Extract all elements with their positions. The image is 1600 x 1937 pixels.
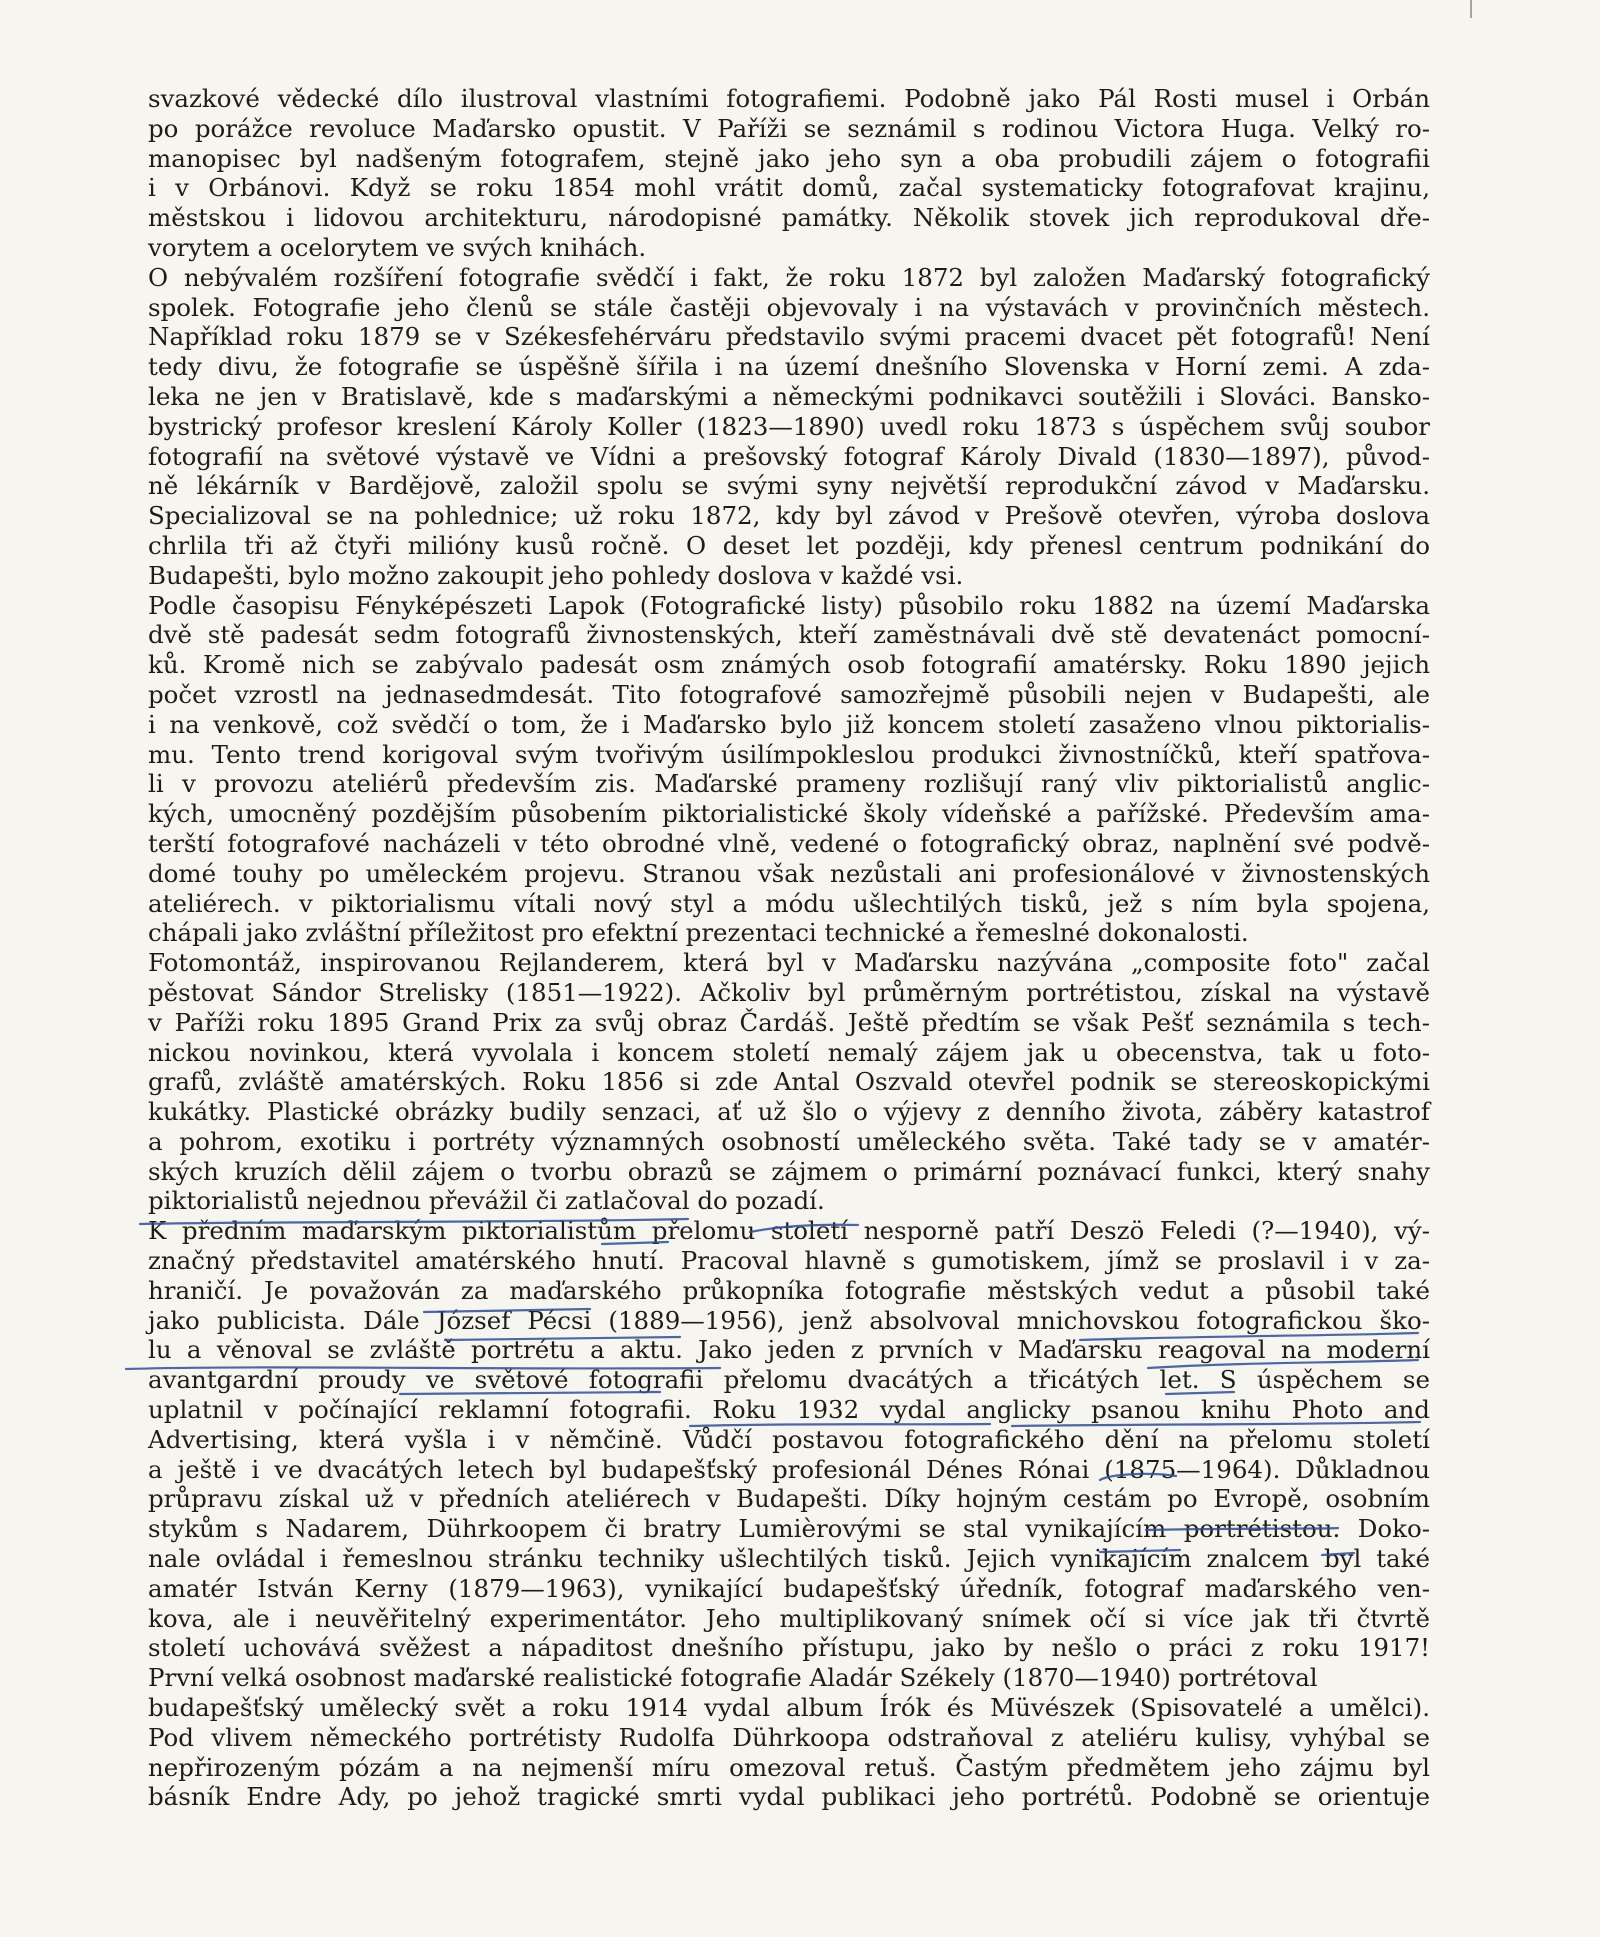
text-line: piktorialistů nejednou převážil či zatlačoval do pozadí. [148,1186,825,1216]
text-line: budapešťský umělecký svět a roku 1914 vydal album Írók és Müvészek (Spisovatelé a umělci). [148,1693,1430,1723]
page-edge-mark [1470,0,1472,18]
text-line: i v Orbánovi. Když se roku 1854 mohl vrátit domů, začal systematicky fotografovat krajinu, [148,173,1430,203]
text-line: fotografií na světové výstavě ve Vídni a prešovský fotograf Károly Divald (1830—1897), původ- [148,441,1430,471]
text-line: ků. Kromě nich se zabývalo padesát osm známých osob fotografií amatérsky. Roku 1890 jejich [148,650,1430,680]
text-line: Fotomontáž, inspirovanou Rejlanderem, která byl v Maďarsku nazývána „composite foto" začal [148,948,1430,978]
text-line: Pod vlivem německého portrétisty Rudolfa Dührkoopa odstraňoval z ateliéru kulisy, vyhýbal se [148,1722,1430,1752]
text-line: v Paříži roku 1895 Grand Prix za svůj obraz Čardáš. Ještě předtím se však Pešť seznámila s tech- [148,1007,1430,1037]
text-line: a pohrom, exotiku i portréty významných osobností uměleckého světa. Také tady se v amatér- [148,1126,1430,1156]
text-line: nepřirozeným pózám a na nejmenší míru omezoval retuš. Častým předmětem jeho zájmu byl [148,1752,1430,1782]
body-text [148,84,1430,1842]
text-line: počet vzrostl na jednasedmdesát. Tito fotografové samozřejmě působili nejen v Budapešti, ale [148,679,1430,709]
text-line: uplatnil v počínající reklamní fotografii. Roku 1932 vydal anglicky psanou knihu Photo and [148,1395,1430,1425]
text-line: pěstovat Sándor Strelisky (1851—1922). Ačkoliv byl průměrným portrétistou, získal na výstavě [148,977,1430,1007]
text-line: průpravu získal už v předních ateliérech v Budapešti. Díky hojným cestám po Evropě, osobním [148,1484,1430,1514]
text-line: avantgardní proudy ve světové fotografii přelomu dvacátých a třicátých let. S úspěchem se [148,1365,1430,1395]
text-line: vorytem a ocelorytem ve svých knihách. [148,232,647,262]
text-line: lu a věnoval se zvláště portrétu a aktu. Jako jeden z prvních v Maďarsku reagoval na moderní [148,1335,1430,1365]
text-line: po porážce revoluce Maďarsko opustit. V Paříži se seznámil s rodinou Victora Huga. Velký ro- [148,113,1430,143]
text-line: První velká osobnost maďarské realistické fotografie Aladár Székely (1870—1940) portrétoval [148,1663,1318,1693]
text-line: svazkové vědecké dílo ilustroval vlastními fotografiemi. Podobně jako Pál Rosti musel i Orbán [148,84,1430,113]
text-line: K předním maďarským piktorialistům přelomu století nesporně patří Deszö Feledi (?—1940), vý- [148,1216,1430,1246]
text-line: Například roku 1879 se v Székesfehérváru představilo svými pracemi dvacet pět fotografů! Není [148,322,1430,352]
text-line: kých, umocněný pozdějším působením piktorialistické školy vídeňské a pařížské. Především ama- [148,799,1430,829]
text-line: nale ovládal i řemeslnou stránku techniky ušlechtilých tisků. Jejich vynikajícím znalcem byl také [148,1544,1430,1574]
text-line [148,1812,1430,1842]
text-line: Advertising, která vyšla i v němčině. Vůdčí postavou fotografického dění na přelomu století [148,1424,1430,1454]
text-line: ně lékárník v Bardějově, založil spolu se svými syny největší reprodukční závod v Maďarsku. [148,471,1430,501]
text-line: chápali jako zvláštní příležitost pro efektní prezentaci technické a řemeslné dokonalosti. [148,918,1249,948]
text-line: amatér István Kerny (1879—1963), vynikající budapešťský úředník, fotograf maďarského ven- [148,1573,1430,1603]
text-line: chrlila tři až čtyři milióny kusů ročně. O deset let později, kdy přenesl centrum podnikání do [148,530,1430,560]
text-line: manopisec byl nadšeným fotografem, stejně jako jeho syn a oba probudili zájem o fotografii [148,143,1430,173]
text-line: Specializoval se na pohlednice; už roku 1872, kdy byl závod v Prešově otevřen, výroba doslova [148,501,1430,531]
text-line: kova, ale i neuvěřitelný experimentátor. Jeho multiplikovaný snímek očí si více jak tři čtvrtě [148,1603,1430,1633]
text-line: tedy divu, že fotografie se úspěšně šířila i na území dnešního Slovenska v Horní zemi. A zda- [148,352,1430,382]
text-line: i na venkově, což svědčí o tom, že i Maďarsko bylo již koncem století zasaženo vlnou piktorialis- [148,709,1430,739]
text-line: dvě stě padesát sedm fotografů živnostenských, kteří zaměstnávali dvě stě devatenáct pomocní- [148,620,1430,650]
text-line: mu. Tento trend korigoval svým tvořivým úsilímpokleslou produkci živnostníčků, kteří spatřova- [148,739,1430,769]
text-line: ateliérech. v piktorialismu vítali nový styl a módu ušlechtilých tisků, jež s ním byla spojena, [148,888,1430,918]
text-line: století uchovává svěžest a nápaditost dnešního přístupu, jako by nešlo o práci z roku 1917! [148,1633,1430,1663]
text-line: kukátky. Plastické obrázky budily senzaci, ať už šlo o výjevy z denního života, záběry katastrof [148,1097,1430,1127]
text-line: terští fotografové nacházeli v této obrodné vlně, vedené o fotografický obraz, naplnění své podvě- [148,828,1430,858]
text-line: leka ne jen v Bratislavě, kde s maďarskými a německými podnikavci soutěžili i Slováci. Bansko- [148,381,1430,411]
text-line: básník Endre Ady, po jehož tragické smrti vydal publikaci jeho portrétů. Podobně se orientuje [148,1782,1430,1812]
text-line: Podle časopisu Fényképészeti Lapok (Fotografické listy) působilo roku 1882 na území Maďarska [148,590,1430,620]
text-line: značný představitel amatérského hnutí. Pracoval hlavně s gumotiskem, jímž se proslavil i v za- [148,1246,1430,1276]
text-line: jako publicista. Dále József Pécsi (1889—1956), jenž absolvoval mnichovskou fotografickou ško- [148,1305,1430,1335]
text-line: O nebývalém rozšíření fotografie svědčí i fakt, že roku 1872 byl založen Maďarský fotografický [148,262,1430,292]
text-line: Budapešti, bylo možno zakoupit jeho pohledy doslova v každé vsi. [148,560,964,590]
text-line: grafů, zvláště amatérských. Roku 1856 si zde Antal Oszvald otevřel podnik se stereoskopickými [148,1067,1430,1097]
text-line: městskou i lidovou architekturu, národopisné památky. Několik stovek jich reprodukoval dře- [148,203,1430,233]
text-line: li v provozu ateliérů především zis. Maďarské prameny rozlišují raný vliv piktorialistů anglic- [148,769,1430,799]
text-line: a ještě i ve dvacátých letech byl budapešťský profesionál Dénes Rónai (1875—1964). Důkladnou [148,1454,1430,1484]
text-line: domé touhy po uměleckém projevu. Stranou však nezůstali ani profesionálové v živnostenských [148,858,1430,888]
text-line: bystrický profesor kreslení Károly Koller (1823—1890) uvedl roku 1873 s úspěchem svůj soubor [148,411,1430,441]
text-line: ských kruzích dělil zájem o tvorbu obrazů se zájmem o primární poznávací funkci, který snahy [148,1156,1430,1186]
text-line: stykům s Nadarem, Dührkoopem či bratry Lumièrovými se stal vynikajícím portrétistou. Doko- [148,1514,1430,1544]
text-line: hraničí. Je považován za maďarského průkopníka fotografie městských vedut a působil také [148,1275,1430,1305]
text-line: spolek. Fotografie jeho členů se stále častěji objevovaly i na výstavách v provinčních městech. [148,292,1430,322]
text-line: nickou novinkou, která vyvolala i koncem století nemalý zájem jak u obecenstva, tak u foto- [148,1037,1430,1067]
